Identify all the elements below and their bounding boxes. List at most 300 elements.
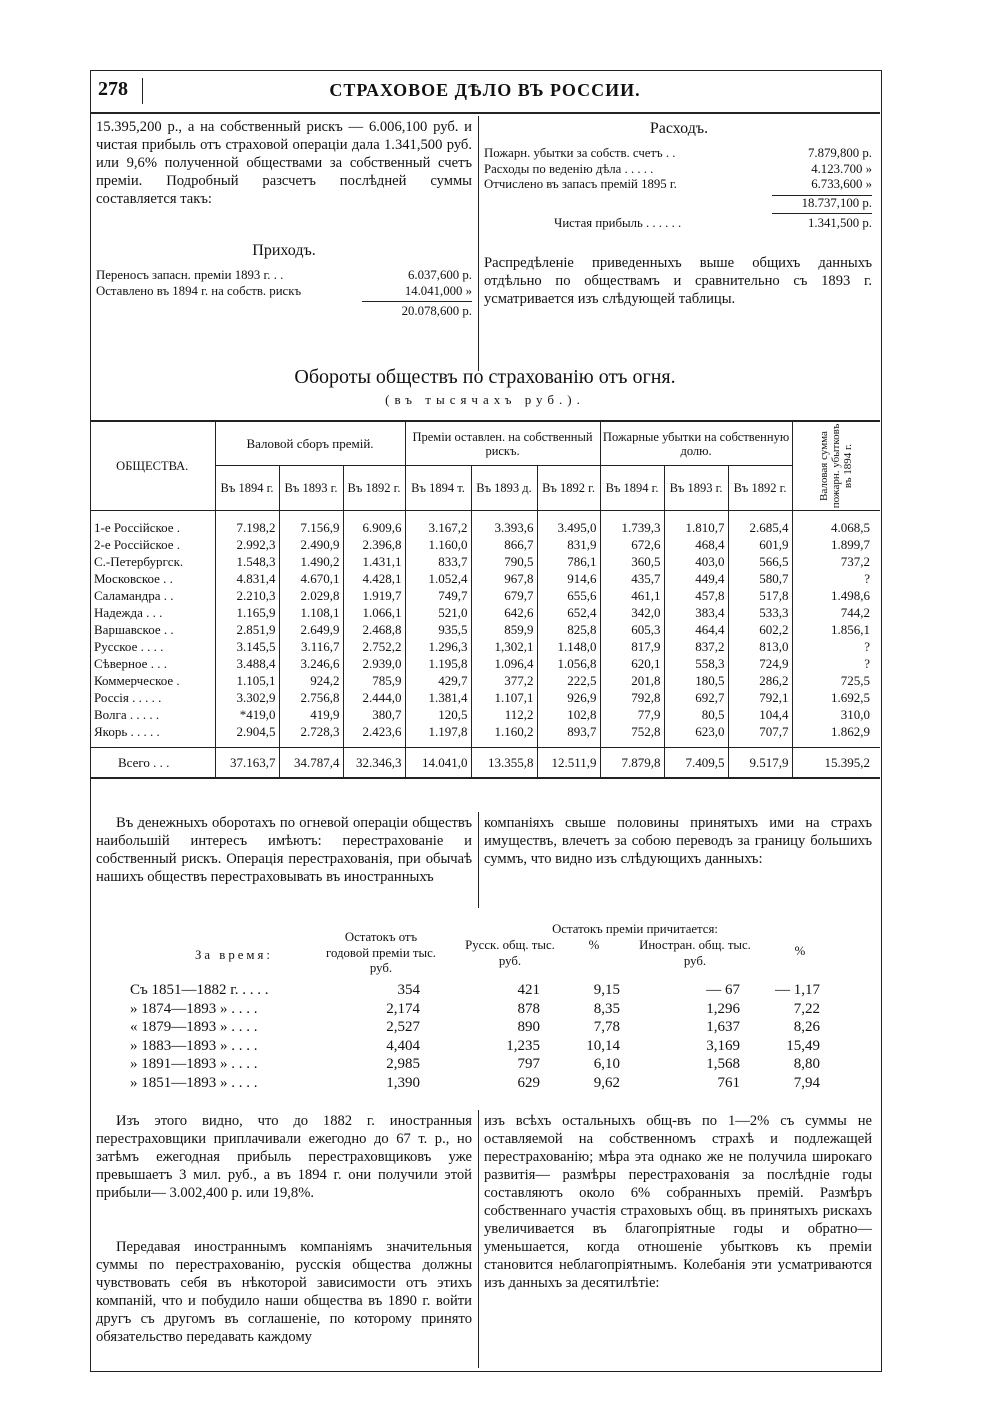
table-cell: 380,7 xyxy=(343,706,405,723)
table-cell: 2.649,9 xyxy=(279,621,343,638)
gross-premiums-header: Валовой сборъ премій. xyxy=(215,421,405,466)
turnover-table-body xyxy=(90,511,880,778)
table-cell: 4.428,1 xyxy=(343,570,405,587)
spacer-row xyxy=(90,740,880,748)
spacer-cell xyxy=(279,511,343,519)
profit-value: 1.341,500 р. xyxy=(808,216,872,230)
table-cell: 1.148,0 xyxy=(537,638,600,655)
society-name: Якорь . . . . . xyxy=(90,723,215,740)
period-cell: » 1891—1893 » . . . . xyxy=(130,1056,258,1072)
society-name: 2-е Россійское . xyxy=(90,536,215,553)
table-cell: 383,4 xyxy=(664,604,728,621)
reinsurance-rows xyxy=(130,982,850,1093)
table-cell: 825,8 xyxy=(537,621,600,638)
table-cell: 1.810,7 xyxy=(664,519,728,536)
foreign-cell: — 67 xyxy=(706,982,740,998)
expense-label: Расходы по веденію дѣла . . . . . xyxy=(484,161,654,176)
reinsurance-table xyxy=(90,922,880,1102)
table-cell: 37.163,7 xyxy=(215,748,279,778)
year-header: Въ 1893 д. xyxy=(471,466,537,511)
column-divider-top xyxy=(478,116,479,371)
table-cell: 707,7 xyxy=(728,723,792,740)
table-cell: 2.396,8 xyxy=(343,536,405,553)
table-row xyxy=(90,706,880,723)
table-cell: 2.685,4 xyxy=(728,519,792,536)
russian-societies-header: Русск. общ. тыс. руб. xyxy=(465,938,555,968)
percent-cell: 8,80 xyxy=(793,1056,820,1072)
table-row xyxy=(90,689,880,706)
spacer-cell xyxy=(343,511,405,519)
table-cell: 752,8 xyxy=(600,723,664,740)
table-cell: 866,7 xyxy=(471,536,537,553)
table-cell: 104,4 xyxy=(728,706,792,723)
table-cell: 2.029,8 xyxy=(279,587,343,604)
table-cell: 468,4 xyxy=(664,536,728,553)
expense-sum-rule xyxy=(772,213,872,214)
table-cell: 2.851,9 xyxy=(215,621,279,638)
society-name: Всего . . . xyxy=(90,748,215,778)
table-row xyxy=(90,536,880,553)
bottom-left-paragraph-1: Изъ этого видно, что до 1882 г. иностранныя перестраховщики приплачивали ежегодно до 67 т. р., но затѣмъ ежегодная прибыль перестраховщиковъ уже превышаетъ 3 мил. руб., а въ 1894 г. они получили этой прибыли— 3.002,400 р. или 19,8%. xyxy=(96,1113,472,1201)
table-cell: 3.495,0 xyxy=(537,519,600,536)
retained-premiums-header: Преміи оставлен. на собственный рискъ. xyxy=(405,421,600,466)
table-cell: 4.831,4 xyxy=(215,570,279,587)
expense-row xyxy=(484,162,872,178)
year-header: Въ 1893 г. xyxy=(279,466,343,511)
table-cell: 1.096,4 xyxy=(471,655,537,672)
percent-header: % xyxy=(794,944,806,958)
table-cell: 893,7 xyxy=(537,723,600,740)
remainder-cell: 2,985 xyxy=(386,1056,420,1072)
spacer-cell xyxy=(471,511,537,519)
table-cell: 679,7 xyxy=(471,587,537,604)
table-cell: 724,9 xyxy=(728,655,792,672)
table-cell: 7.409,5 xyxy=(664,748,728,778)
spacer-cell xyxy=(537,511,600,519)
table-cell: 792,1 xyxy=(728,689,792,706)
table-cell: 3.116,7 xyxy=(279,638,343,655)
table-cell: 419,9 xyxy=(279,706,343,723)
spacer-cell xyxy=(343,740,405,748)
table-cell: 3.393,6 xyxy=(471,519,537,536)
table-cell: 201,8 xyxy=(600,672,664,689)
profit-label: Чистая прибыль . . . . . . xyxy=(554,216,682,230)
income-label: Переносъ запасн. преміи 1893 г. . . xyxy=(96,268,284,282)
table-cell: 435,7 xyxy=(600,570,664,587)
table-cell: 1.856,1 xyxy=(831,621,871,637)
bottom-left-paragraph-2: Передавая иностраннымъ компаніямъ значительныя суммы по перестрахованію, русскія общества должны чувствовать себя въ нѣкоторой зависимости отъ этихъ компаній, что и побудило наши общества въ 1890 г. войти другъ съ другомъ въ соглашеніе, по которому принято обязательство передавать каждому xyxy=(96,1239,472,1345)
table-cell: 655,6 xyxy=(537,587,600,604)
table-cell: 1.899,7 xyxy=(831,536,871,552)
table-cell: 80,5 xyxy=(664,706,728,723)
spacer-row xyxy=(90,511,880,519)
table-cell: 623,0 xyxy=(664,723,728,740)
spacer-cell xyxy=(664,511,728,519)
table-cell: 749,7 xyxy=(405,587,471,604)
table-cell: 457,8 xyxy=(664,587,728,604)
table-cell: 360,5 xyxy=(600,553,664,570)
table-cell: 2.904,5 xyxy=(215,723,279,740)
table-cell: 1.919,7 xyxy=(343,587,405,604)
table-cell: 403,0 xyxy=(664,553,728,570)
spacer-cell xyxy=(405,740,471,748)
table-cell: 1.548,3 xyxy=(215,553,279,570)
table-cell: 1.056,8 xyxy=(537,655,600,672)
table-cell: 2.210,3 xyxy=(215,587,279,604)
table-cell: 286,2 xyxy=(728,672,792,689)
spacer-cell xyxy=(600,511,664,519)
expense-value: 6.733,600 » xyxy=(811,177,872,191)
table-cell: 1.066,1 xyxy=(343,604,405,621)
table-cell: 1.739,3 xyxy=(600,519,664,536)
page-number: 278 xyxy=(98,78,128,100)
table-cell: 3.488,4 xyxy=(215,655,279,672)
percent-cell: 10,14 xyxy=(586,1037,620,1054)
column-divider-bottom xyxy=(478,1110,479,1368)
table-cell: 429,7 xyxy=(405,672,471,689)
table-cell: 652,4 xyxy=(537,604,600,621)
table-cell: 32.346,3 xyxy=(343,748,405,778)
table-cell: 12.511,9 xyxy=(537,748,600,778)
percent-cell: 9,62 xyxy=(593,1074,620,1091)
remainder-cell: 354 xyxy=(397,982,420,998)
spacer-cell xyxy=(728,511,792,519)
society-name: С.-Петербургск. xyxy=(90,553,215,570)
table-cell: 620,1 xyxy=(600,655,664,672)
table-cell: 580,7 xyxy=(728,570,792,587)
table-cell: 1.160,2 xyxy=(471,723,537,740)
percent-header: % xyxy=(588,938,600,952)
society-name: Надежда . . . xyxy=(90,604,215,621)
spacer-cell xyxy=(279,740,343,748)
table-cell: 1.107,1 xyxy=(471,689,537,706)
table-cell: 831,9 xyxy=(537,536,600,553)
table-cell: 449,4 xyxy=(664,570,728,587)
table-cell: 837,2 xyxy=(664,638,728,655)
year-header: Въ 1894 г. xyxy=(600,466,664,511)
table-cell: 1.108,1 xyxy=(279,604,343,621)
percent-cell: 9,15 xyxy=(593,982,620,998)
expense-value: 4.123.700 » xyxy=(811,161,872,176)
table-row xyxy=(130,1019,850,1038)
income-row xyxy=(96,268,472,284)
table-cell: 914,6 xyxy=(537,570,600,587)
table-cell: 14.041,0 xyxy=(405,748,471,778)
table-row xyxy=(90,655,880,672)
spacer-cell xyxy=(664,740,728,748)
mid-right-paragraph: компаніяхъ свыше половины принятыхъ ими на страхъ имуществъ, влечетъ за собою переводъ за границу большихъ суммъ, что видно изъ слѣдующихъ данныхъ: xyxy=(484,815,872,867)
table-cell: 786,1 xyxy=(537,553,600,570)
table-cell: 672,6 xyxy=(600,536,664,553)
table-cell: 924,2 xyxy=(279,672,343,689)
expense-label: Пожарн. убытки за собств. счетъ . . xyxy=(484,146,676,160)
spacer-cell xyxy=(471,740,537,748)
table-row xyxy=(130,1056,850,1075)
table-cell: 7.156,9 xyxy=(279,519,343,536)
remainder-group-header: Остатокъ преміи причитается: xyxy=(552,922,718,936)
expense-label: Отчислено въ запасъ премій 1895 г. xyxy=(484,177,677,191)
fire-insurance-table xyxy=(90,420,880,779)
expense-value: 7.879,800 р. xyxy=(808,146,872,160)
expense-row xyxy=(484,146,872,162)
header-rule xyxy=(90,112,880,114)
table-cell: 813,0 xyxy=(728,638,792,655)
society-name: Саламандра . . xyxy=(90,587,215,604)
foreign-cell: 761 xyxy=(717,1074,740,1091)
table-cell: 792,8 xyxy=(600,689,664,706)
table-cell: 2.444,0 xyxy=(343,689,405,706)
expense-row xyxy=(484,177,872,193)
table-cell: 2.752,2 xyxy=(343,638,405,655)
russian-cell: 890 xyxy=(517,1019,540,1035)
table-cell: 180,5 xyxy=(664,672,728,689)
table-cell: 926,9 xyxy=(537,689,600,706)
foreign-cell: 1,568 xyxy=(706,1056,740,1072)
table-cell: 1.431,1 xyxy=(343,553,405,570)
table-cell: 4.068,5 xyxy=(831,519,871,535)
table-cell: 833,7 xyxy=(405,553,471,570)
table-row xyxy=(90,553,880,570)
table-row xyxy=(130,1038,850,1057)
income-value: 6.037,600 р. xyxy=(408,268,472,282)
period-header: За время: xyxy=(195,948,273,962)
russian-cell: 629 xyxy=(517,1074,540,1091)
table-cell: 7.198,2 xyxy=(215,519,279,536)
table-cell: 15.395,2 xyxy=(824,754,871,770)
table-cell: ? xyxy=(864,570,871,586)
table-title: Обороты обществъ по страхованію отъ огня. xyxy=(294,366,676,388)
table-cell: 2.756,8 xyxy=(279,689,343,706)
table-row xyxy=(130,1075,850,1094)
table-cell: 3.246,6 xyxy=(279,655,343,672)
mid-left-paragraph: Въ денежныхъ оборотахъ по огневой операціи обществъ наибольшій интересъ имѣютъ: перестрахованіе и собственный рискъ. Операція перестрахованія, при обычаѣ нашихъ обществъ перестраховывать въ иностранныхъ xyxy=(96,815,472,885)
spacer-cell xyxy=(405,511,471,519)
table-cell: 602,2 xyxy=(728,621,792,638)
table-cell: 967,8 xyxy=(471,570,537,587)
income-block xyxy=(96,268,472,320)
percent-cell: 6,10 xyxy=(593,1056,620,1072)
remainder-header: Остатокъ отъ годовой преміи тыс. руб. xyxy=(326,930,436,975)
spacer-cell xyxy=(90,511,215,519)
table-cell: 1.195,8 xyxy=(405,655,471,672)
table-cell: 13.355,8 xyxy=(471,748,537,778)
gross-losses-header xyxy=(792,421,880,511)
table-row xyxy=(90,638,880,655)
table-cell: 517,8 xyxy=(728,587,792,604)
table-cell: 521,0 xyxy=(405,604,471,621)
table-row xyxy=(130,1001,850,1020)
income-total: 20.078,600 р. xyxy=(401,304,472,318)
spacer-cell xyxy=(600,740,664,748)
spacer-cell xyxy=(792,511,880,519)
year-header: Въ 1894 г. xyxy=(215,466,279,511)
foreign-cell: 3,169 xyxy=(706,1037,740,1054)
table-cell: 1.105,1 xyxy=(215,672,279,689)
table-cell: 2.728,3 xyxy=(279,723,343,740)
table-cell: 2.423,6 xyxy=(343,723,405,740)
period-cell: » 1883—1893 » . . . . xyxy=(130,1037,258,1054)
table-cell: 6.909,6 xyxy=(343,519,405,536)
remainder-cell: 4,404 xyxy=(386,1037,420,1054)
bottom-right-paragraph: изъ всѣхъ остальныхъ общ-въ по 1—2% съ суммы не оставляемой на собственномъ страхѣ и подлежащей перестрахованію; мѣра эта однако же не получила широкаго развитія— размѣры перестрахованія за послѣдніе годы составляютъ около 6% собранныхъ премій. Размѣръ собственнаго участія страховыхъ общ. въ принятыхъ рискахъ увеличивается въ благопріятные годы и обратно—уменьшается, когда отношеніе убытковъ къ преміи становится неблагопріятнымъ. Колебанія эти усматриваются изъ данныхъ за десятилѣтіе: xyxy=(484,1113,872,1291)
table-cell: 744,2 xyxy=(840,604,871,620)
period-cell: Съ 1851—1882 г. . . . . xyxy=(130,982,269,998)
percent-cell: 8,26 xyxy=(793,1019,820,1035)
remainder-cell: 1,390 xyxy=(386,1074,420,1091)
table-row xyxy=(130,982,850,1001)
table-cell: 120,5 xyxy=(405,706,471,723)
spacer-cell xyxy=(90,740,215,748)
year-header: Въ 1892 г. xyxy=(537,466,600,511)
table-cell: 9.517,9 xyxy=(728,748,792,778)
year-header: Въ 1893 г. xyxy=(664,466,728,511)
fire-losses-header: Пожарные убытки на собственную долю. xyxy=(600,421,792,466)
table-cell: 310,0 xyxy=(840,706,871,722)
society-name: Россія . . . . . xyxy=(90,689,215,706)
table-cell: 737,2 xyxy=(840,553,871,569)
profit-row xyxy=(484,216,872,232)
table-cell: 2.468,8 xyxy=(343,621,405,638)
table-cell: 533,3 xyxy=(728,604,792,621)
table-cell: 342,0 xyxy=(600,604,664,621)
table-cell: 377,2 xyxy=(471,672,537,689)
spacer-cell xyxy=(792,740,880,748)
society-name: Волга . . . . . xyxy=(90,706,215,723)
societies-header: ОБЩЕСТВА. xyxy=(90,421,215,511)
society-name: Коммерческое . xyxy=(90,672,215,689)
percent-cell: 8,35 xyxy=(593,1000,620,1017)
table-cell: 3.302,9 xyxy=(215,689,279,706)
period-cell: » 1874—1893 » . . . . xyxy=(130,1000,258,1017)
spacer-cell xyxy=(537,740,600,748)
table-cell: 1.498,6 xyxy=(831,587,871,603)
table-cell: 1.862,9 xyxy=(831,723,871,739)
expense-total: 18.737,100 р. xyxy=(801,195,872,210)
table-cell: 1.160,0 xyxy=(405,536,471,553)
gross-losses-header-text: Валовая сумма пожарн. убытковъ въ 1894 г. xyxy=(818,423,855,509)
left-top-paragraph: 15.395,200 р., а на собственный рискъ — 6.006,100 руб. и чистая прибыль отъ страховой операціи дала 1.341,500 руб. или 9,6% полученной обществами за собственный счетъ преміи. Подробный разсчетъ послѣдней суммы составляется такъ: xyxy=(96,119,472,207)
table-cell: 1.052,4 xyxy=(405,570,471,587)
table-cell: 817,9 xyxy=(600,638,664,655)
percent-cell: — 1,17 xyxy=(775,982,820,998)
table-row xyxy=(90,621,880,638)
society-name: 1-е Россійское . xyxy=(90,519,215,536)
spacer-cell xyxy=(215,740,279,748)
table-cell: 2.992,3 xyxy=(215,536,279,553)
russian-cell: 1,235 xyxy=(506,1037,540,1054)
table-cell: 461,1 xyxy=(600,587,664,604)
percent-cell: 7,78 xyxy=(593,1019,620,1035)
foreign-cell: 1,296 xyxy=(706,1000,740,1017)
russian-cell: 878 xyxy=(517,1000,540,1017)
society-name: Варшавское . . xyxy=(90,621,215,638)
table-cell: ? xyxy=(864,638,871,654)
table-cell: 566,5 xyxy=(728,553,792,570)
russian-cell: 797 xyxy=(517,1056,540,1072)
year-header: Въ 1892 г. xyxy=(343,466,405,511)
right-top-paragraph: Распредѣленіе приведенныхъ выше общихъ данныхъ отдѣльно по обществамъ и сравнительно съ 1893 г. усматривается изъ слѣдующей таблицы. xyxy=(484,255,872,307)
percent-cell: 15,49 xyxy=(786,1037,820,1054)
income-value: 14.041,000 » xyxy=(404,283,472,298)
book-page xyxy=(90,70,880,1370)
foreign-cell: 1,637 xyxy=(706,1019,740,1035)
table-cell: 7.879,8 xyxy=(600,748,664,778)
table-row xyxy=(90,519,880,536)
table-cell: 1.296,3 xyxy=(405,638,471,655)
column-divider-mid xyxy=(478,812,479,908)
table-cell: 1.381,4 xyxy=(405,689,471,706)
table-cell: 2.939,0 xyxy=(343,655,405,672)
society-name: Русское . . . . xyxy=(90,638,215,655)
year-header: Въ 1892 г. xyxy=(728,466,792,511)
running-title: СТРАХОВОЕ ДѢЛО ВЪ РОССИИ. xyxy=(329,80,641,100)
table-cell: 2.490,9 xyxy=(279,536,343,553)
table-cell: ? xyxy=(864,655,871,671)
table-cell: 790,5 xyxy=(471,553,537,570)
table-cell: 935,5 xyxy=(405,621,471,638)
income-row xyxy=(96,284,472,300)
table-cell: 3.167,2 xyxy=(405,519,471,536)
table-cell: 77,9 xyxy=(600,706,664,723)
table-cell: 692,7 xyxy=(664,689,728,706)
society-name: Сѣверное . . . xyxy=(90,655,215,672)
period-cell: « 1879—1893 » . . . . xyxy=(130,1019,258,1035)
table-row xyxy=(90,587,880,604)
table-cell: 558,3 xyxy=(664,655,728,672)
russian-cell: 421 xyxy=(517,982,540,998)
expense-title: Расходъ. xyxy=(649,120,709,137)
expense-block xyxy=(484,146,872,232)
table-cell: 1,302,1 xyxy=(471,638,537,655)
table-cell: 34.787,4 xyxy=(279,748,343,778)
society-name: Московское . . xyxy=(90,570,215,587)
table-cell: 4.670,1 xyxy=(279,570,343,587)
table-cell: 725,5 xyxy=(840,672,871,688)
spacer-cell xyxy=(215,511,279,519)
table-cell: 222,5 xyxy=(537,672,600,689)
table-row xyxy=(90,672,880,689)
remainder-cell: 2,174 xyxy=(386,1000,420,1017)
table-cell: 3.145,5 xyxy=(215,638,279,655)
table-cell: 102,8 xyxy=(537,706,600,723)
table-cell: 601,9 xyxy=(728,536,792,553)
table-cell: 785,9 xyxy=(343,672,405,689)
period-cell: » 1851—1893 » . . . . xyxy=(130,1074,258,1091)
table-cell: 1.165,9 xyxy=(215,604,279,621)
percent-cell: 7,22 xyxy=(793,1000,820,1017)
table-cell: 1.692,5 xyxy=(831,689,871,705)
table-cell: 605,3 xyxy=(600,621,664,638)
percent-cell: 7,94 xyxy=(793,1074,820,1091)
turnover-table xyxy=(90,420,880,779)
table-cell: 642,6 xyxy=(471,604,537,621)
foreign-societies-header: Иностран. общ. тыс. руб. xyxy=(639,938,751,968)
income-label: Оставлено въ 1894 г. на собств. рискъ xyxy=(96,283,302,298)
table-row xyxy=(90,604,880,621)
remainder-cell: 2,527 xyxy=(386,1019,420,1035)
year-header: Въ 1894 т. xyxy=(405,466,471,511)
table-cell: 112,2 xyxy=(471,706,537,723)
table-row xyxy=(90,723,880,740)
table-cell: 464,4 xyxy=(664,621,728,638)
table-cell: 859,9 xyxy=(471,621,537,638)
table-row xyxy=(90,570,880,587)
table-cell: 1.490,2 xyxy=(279,553,343,570)
income-title: Приходъ. xyxy=(252,242,316,259)
table-subtitle: (въ тысячахъ руб.). xyxy=(385,392,585,407)
table-cell: 1.197,8 xyxy=(405,723,471,740)
table-cell: *419,0 xyxy=(215,706,279,723)
